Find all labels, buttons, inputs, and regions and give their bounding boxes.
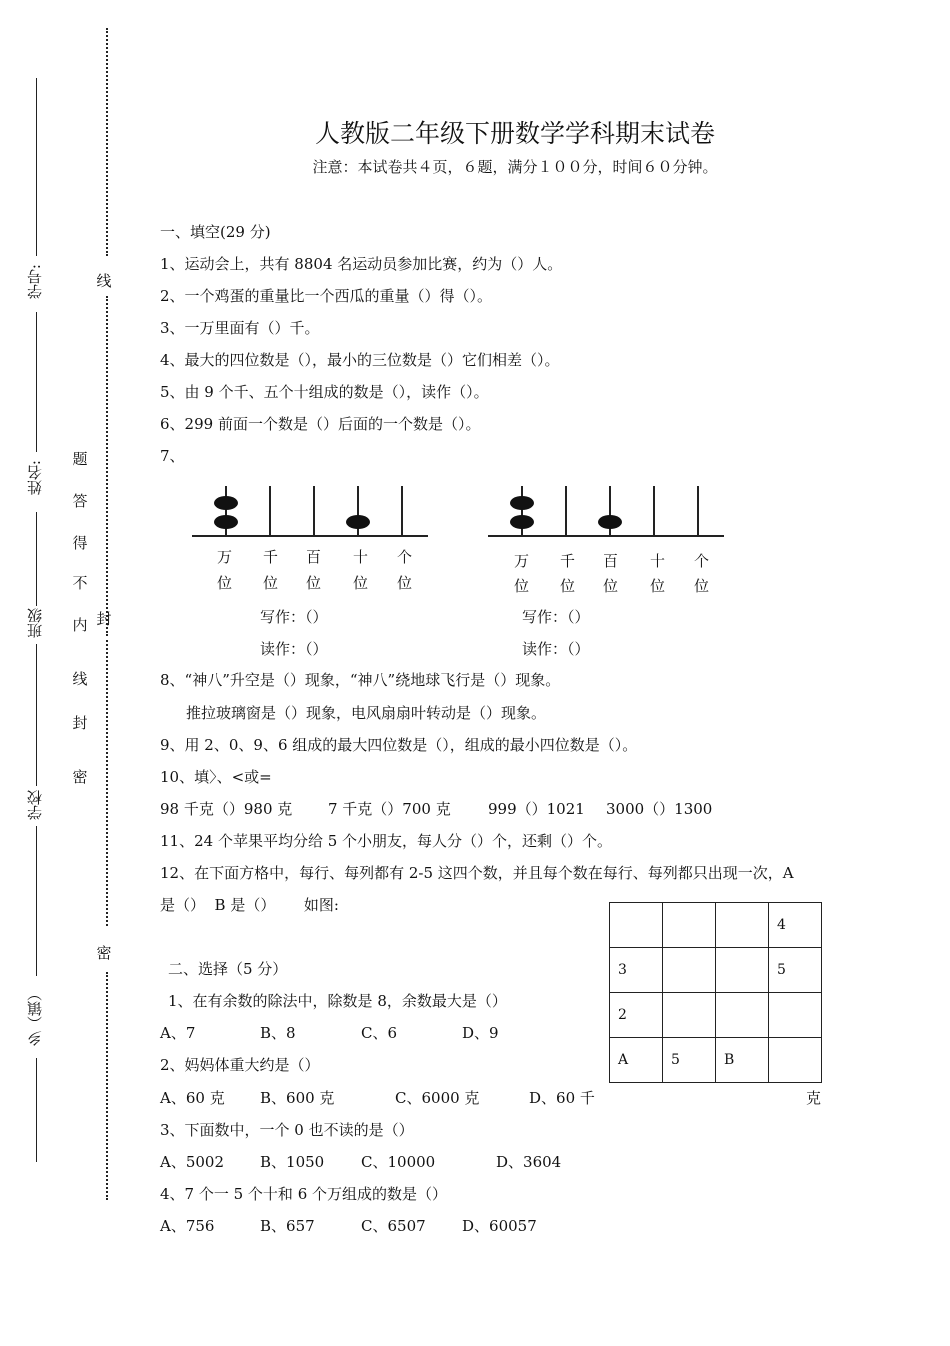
abacus-1-wei-4: 位 (353, 574, 369, 592)
seal-dotted-line-2 (106, 296, 108, 636)
seal-char-feng-right: 封 (96, 610, 112, 628)
q2-2: 2、妈妈体重大约是（） (160, 1056, 320, 1074)
grid-cell: 4 (769, 903, 822, 948)
seal-char-ti: 题 (72, 450, 88, 468)
q2-1: 1、在有余数的除法中，除数是 8，余数最大是（） (168, 992, 507, 1010)
abacus-2-write: 写作：（） (522, 608, 590, 626)
abacus-2-wei-4: 位 (650, 577, 666, 595)
grid-row (610, 903, 822, 948)
q1-4: 4、最大的四位数是（），最小的三位数是（）它们相差（）。 (160, 351, 560, 369)
q2-2-opt-a: A、60 克 (160, 1089, 225, 1107)
abacus-2-wei-2: 位 (560, 577, 576, 595)
q2-1-opt-a: A、7 (160, 1024, 196, 1042)
abacus-1-place-qian: 千 (263, 548, 279, 566)
exam-note: 注意：本试卷共４页，６题，满分１００分，时间６０分钟。 (312, 158, 718, 176)
grid-cell: 5 (769, 948, 822, 993)
abacus-1 (190, 482, 430, 542)
grid-cell: 3 (610, 948, 663, 993)
q2-1-opt-d: D、9 (462, 1024, 499, 1042)
q1-9: 9、用 2、0、9、6 组成的最大四位数是（），组成的最小四位数是（）。 (160, 736, 638, 754)
abacus-2-place-shi: 十 (650, 552, 666, 570)
grid-cell: 5 (663, 1038, 716, 1083)
q2-2-opt-d-tail: 克 (806, 1089, 822, 1107)
abacus-2-place-wan: 万 (514, 552, 530, 570)
grid-cell (716, 903, 769, 948)
q1-10: 10、填〉、<或= (160, 768, 272, 786)
abacus-1-place-bai: 百 (306, 548, 322, 566)
q2-4-opt-d: D、60057 (462, 1217, 537, 1235)
seal-char-bu: 不 (72, 574, 88, 592)
q1-1: 1、运动会上，共有 8804 名运动员参加比赛，约为（）人。 (160, 255, 563, 273)
abacus-1-place-wan: 万 (217, 548, 233, 566)
margin-rule-6 (36, 1058, 37, 1162)
margin-rule-2 (36, 312, 37, 452)
q2-4-opt-c: C、6507 (361, 1217, 426, 1235)
grid-cell (663, 948, 716, 993)
q1-10-item-3: 999（）1021 (488, 800, 585, 818)
abacus-2-wei-1: 位 (514, 577, 530, 595)
abacus-1-bead (214, 515, 238, 529)
abacus-1-place-shi: 十 (353, 548, 369, 566)
seal-dotted-line-3 (106, 640, 108, 926)
q1-5: 5、由 9 个千、五个十组成的数是（），读作（）。 (160, 383, 489, 401)
q2-3-opt-b: B、1050 (260, 1153, 325, 1171)
abacus-1-read: 读作：（） (260, 640, 328, 658)
q2-3-opt-d: D、3604 (496, 1153, 562, 1171)
seal-char-da: 答 (72, 492, 88, 510)
seal-char-nei: 内 (72, 616, 88, 634)
grid-cell (769, 993, 822, 1038)
q2-3: 3、下面数中，一个 0 也不读的是（） (160, 1121, 414, 1139)
seal-line-char: 线 (96, 272, 112, 290)
grid-row (610, 993, 822, 1038)
abacus-2-read: 读作：（） (522, 640, 590, 658)
grid-cell: A (610, 1038, 663, 1083)
abacus-2-wei-5: 位 (694, 577, 710, 595)
grid-cell: B (716, 1038, 769, 1083)
abacus-1-place-ge: 个 (397, 548, 413, 566)
abacus-1-bead (214, 496, 238, 510)
q1-3: 3、一万里面有（）千。 (160, 319, 320, 337)
section1-heading: 一、填空(29 分) (160, 223, 271, 241)
latin-square-grid (609, 902, 822, 1083)
q1-2: 2、一个鸡蛋的重量比一个西瓜的重量（）得（）。 (160, 287, 493, 305)
q1-10-item-1: 98 千克（）980 克 (160, 800, 293, 818)
q2-1-opt-c: C、6 (361, 1024, 398, 1042)
q1-10-item-4: 3000（）1300 (606, 800, 713, 818)
name-label: 姓名: (26, 460, 44, 496)
class-label: 班级 (26, 608, 44, 638)
margin-rule-3 (36, 512, 37, 606)
grid-cell (716, 993, 769, 1038)
abacus-1-wei-3: 位 (306, 574, 322, 592)
abacus-1-bead (346, 515, 370, 529)
abacus-2-place-qian: 千 (560, 552, 576, 570)
q1-8a: 8、“神八”升空是（）现象，“神八”绕地球飞行是（）现象。 (160, 671, 561, 689)
q2-2-opt-b: B、600 克 (260, 1089, 335, 1107)
section2-heading: 二、选择（5 分） (168, 960, 288, 978)
grid-cell: 2 (610, 993, 663, 1038)
abacus-2 (486, 482, 726, 542)
exam-title: 人教版二年级下册数学学科期末试卷 (314, 119, 715, 148)
township-label: 乡（镇） (26, 986, 44, 1046)
q1-12b: 是（） B 是（） 如图: (160, 896, 339, 914)
q2-3-opt-a: A、5002 (160, 1153, 225, 1171)
student-no-label: 学号: (26, 264, 44, 300)
q1-7: 7、 (160, 447, 185, 465)
grid-cell (610, 903, 663, 948)
grid-cell (769, 1038, 822, 1083)
seal-char-feng: 封 (72, 714, 88, 732)
abacus-2-bead (510, 515, 534, 529)
abacus-1-wei-5: 位 (397, 574, 413, 592)
grid-cell (663, 993, 716, 1038)
grid-row (610, 948, 822, 993)
grid-cell (716, 948, 769, 993)
q2-2-opt-c: C、6000 克 (395, 1089, 480, 1107)
seal-char-bottom: 密 (96, 944, 112, 962)
grid-row (610, 1038, 822, 1083)
q2-4-opt-b: B、657 (260, 1217, 315, 1235)
q2-4: 4、7 个一 5 个十和 6 个万组成的数是（） (160, 1185, 448, 1203)
seal-char-de: 得 (72, 534, 88, 552)
seal-char-xian: 线 (72, 670, 88, 688)
abacus-2-place-bai: 百 (603, 552, 619, 570)
abacus-1-write: 写作：（） (260, 608, 328, 626)
abacus-1-wei-1: 位 (217, 574, 233, 592)
q1-10-item-2: 7 千克（）700 克 (328, 800, 451, 818)
q1-6: 6、299 前面一个数是（）后面的一个数是（）。 (160, 415, 481, 433)
abacus-2-bead (598, 515, 622, 529)
margin-rule-5 (36, 826, 37, 976)
seal-dotted-line-4 (106, 972, 108, 1200)
abacus-2-place-ge: 个 (694, 552, 710, 570)
q1-8b: 推拉玻璃窗是（）现象，电风扇扇叶转动是（）现象。 (186, 704, 547, 722)
abacus-2-bead (510, 496, 534, 510)
grid-cell (663, 903, 716, 948)
school-label: 学校 (26, 790, 44, 820)
q1-11: 11、24 个苹果平均分给 5 个小朋友，每人分（）个，还剩（）个。 (160, 832, 613, 850)
q2-2-opt-d: D、60 千 (529, 1089, 595, 1107)
q1-12a: 12、在下面方格中，每行、每列都有 2-5 这四个数，并且每个数在每行、每列都只出现一次，A (160, 864, 794, 882)
abacus-1-wei-2: 位 (263, 574, 279, 592)
q2-4-opt-a: A、756 (160, 1217, 215, 1235)
seal-char-mi: 密 (72, 768, 88, 786)
q2-3-opt-c: C、10000 (361, 1153, 436, 1171)
margin-rule-4 (36, 644, 37, 786)
q2-1-opt-b: B、8 (260, 1024, 296, 1042)
abacus-2-wei-3: 位 (603, 577, 619, 595)
